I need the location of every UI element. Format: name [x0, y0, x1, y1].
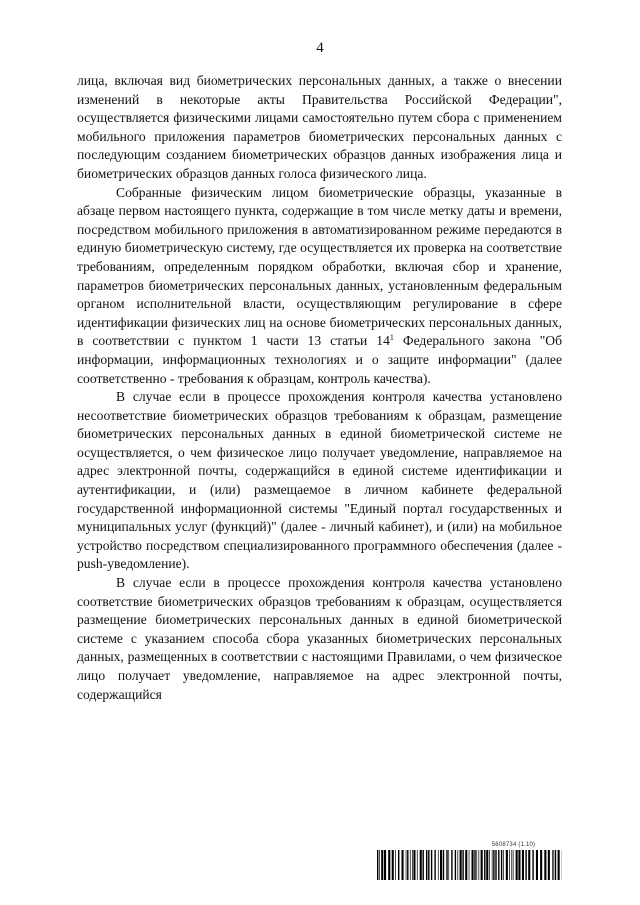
superscript-article-index: 1 — [389, 333, 394, 343]
document-body — [77, 72, 562, 704]
barcode-image — [377, 850, 562, 880]
paragraph-1: лица, включая вид биометрических персональных данных, а также о внесении изменений в некоторые акты Правительства Российской Федерации", осуществляется физическими лицами самостоятельно путем сбора с применением мобильного приложения параметров биометрических персональных данных с последующим созданием биометрических образцов данных изображения лица и биометрических образцов данных голоса физического лица. — [77, 73, 562, 181]
document-code: 5608734 (1.10) — [491, 842, 536, 848]
paragraph-2 — [77, 184, 562, 389]
paragraph-2-text-end: Федерального закона "Об информации, информационных технологиях и о защите информации" (далее соответственно - требования к образцам, контроль качества). — [77, 333, 563, 386]
paragraph-4: В случае если в процессе прохождения контроля качества установлено соответствие биометрических образцов требованиям к образцам, осуществляется размещение биометрических персональных данных в единой биометрической системе с указанием способа сбора указанных биометрических персональных данных, размещенных в соответствии с настоящими Правилами, о чем физическое лицо получает уведомление, направляемое на адрес электронной почты, содержащийся — [77, 575, 562, 702]
page-number: 4 — [316, 40, 324, 56]
paragraph-2-text-start: Собранные физическим лицом биометрические образцы, указанные в абзаце первом настоящего пункта, содержащие в том числе метку даты и времени, посредством мобильного приложения в автоматизированном режиме передаются в единую биометрическую систему, где осуществляется их проверка на соответствие требованиям, определенным порядком обработки, включая сбор и хранение, параметров биометрических персональных данных, установленным федеральным органом исполнительной власти, осуществляющим регулирование в сфере идентификации физических лиц на основе биометрических персональных данных, в соответствии с пунктом 1 части 13 статьи 14 — [77, 184, 562, 349]
paragraph-3: В случае если в процессе прохождения контроля качества установлено несоответствие биометрических образцов требованиям к образцам, размещение биометрических персональных данных в единой биометрической системе не осуществляется, о чем физическое лицо получает уведомление, направляемое на адрес электронной почты, содержащийся в единой системе идентификации и аутентификации, и (или) размещаемое в личном кабинете федеральной государственной информационной системы "Единый портал государственных и муниципальных услуг (функций)" (далее - личный кабинет), и (или) на мобильное устройство посредством специализированного программного обеспечения (далее - push-уведомление). — [77, 389, 562, 572]
